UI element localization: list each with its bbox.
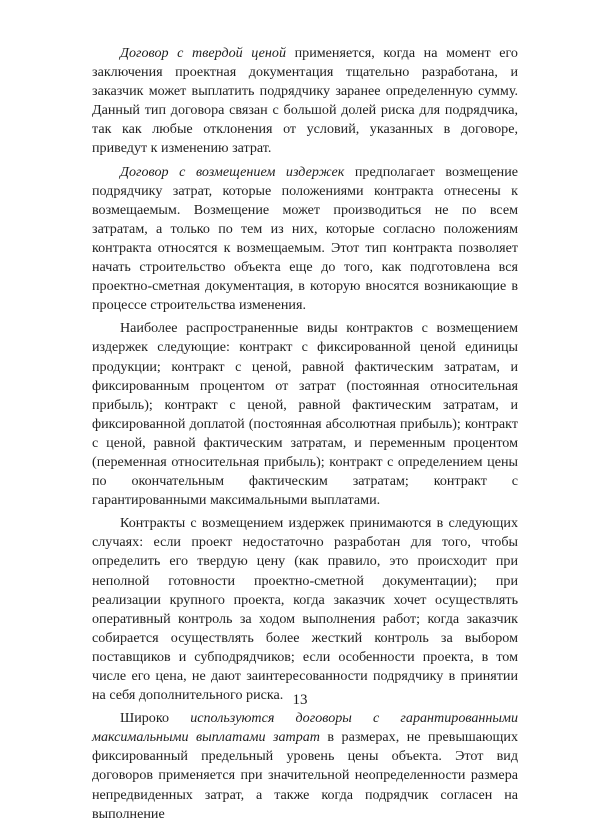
paragraph-text: Широко xyxy=(120,710,191,727)
paragraph-text: Наиболее распространенные виды контрактов с возмещением издержек следующие: контракт с фиксированной ценой единицы продукции; контракт с ценой, равной фактическим затратам, и фиксированным процентом от затрат (постоянная относительная прибыль); контракт с ценой, равной фактическим затратам, и фиксированной доплатой (постоянная абсолютная прибыль); контракт с ценой, равной фактическим затратам, и переменным процентом (переменная относительная прибыль); контракт с определением цены по окончательным фактическим затратам; контракт с гарантированными максимальными выплатами. xyxy=(92,320,518,509)
term-cost-reimbursement-contract: Договор с возмещением издержек xyxy=(120,163,345,180)
paragraph-text: применяется, когда на момент его заключения проектная документация тщательно разработана, и заказчик может выплатить подрядчику заранее определенную сумму. Данный тип договора связан с большой долей риска для подрядчика, так как любые отклонения от условий, указанных в договоре, приведут к изменению затрат. xyxy=(92,45,518,157)
paragraph-contract-types xyxy=(92,319,518,510)
paragraph-fixed-price-contract xyxy=(92,44,518,159)
term-fixed-price-contract: Договор с твердой ценой xyxy=(120,45,287,61)
paragraph-cost-reimbursement-contract xyxy=(92,163,518,316)
page-number: 13 xyxy=(292,692,308,708)
paragraph-usage-cases xyxy=(92,514,518,705)
paragraph-text: в размерах, не превышающих фиксированный предельный уровень цены объекта. Этот вид договоров применяется при значительной неопределенности размера непредвиденных затрат, а также когда подрядчик согласен на выполнение xyxy=(92,729,518,822)
paragraph-text: Контракты с возмещением издержек принимаются в следующих случаях: если проект недостаточно разработан для того, чтобы определить его твердую цену (как правило, это происходит при неполной готовности проектно-сметной документации); при реализации крупного проекта, когда заказчик хочет осуществлять оперативный контроль за ходом выполнения работ; когда заказчик собирается осуществлять более жесткий контроль за выбором поставщиков и субподрядчиков; если особенности проекта, в том числе его цена, не дают заинтересованности подрядчику в принятии на себя дополнительного риска. xyxy=(92,515,518,704)
term-guaranteed-maximum-contract: используются договоры с гарантированными максимальными выплатами затрат xyxy=(92,710,519,746)
paragraph-guaranteed-maximum xyxy=(92,709,518,824)
paragraph-text: предполагает возмещение подрядчику затрат, которые положениями контракта отнесены к возмещаемым. Возмещение может производиться не по всем затратам, а только по тем из них, которые согласно положениям контракта относятся к возмещаемым. Этот тип контракта позволяет начать строительство объекта еще до того, как подготовлена вся проектно-сметная документация, в которую вносятся возникающие в процессе строительства изменения. xyxy=(92,163,518,314)
